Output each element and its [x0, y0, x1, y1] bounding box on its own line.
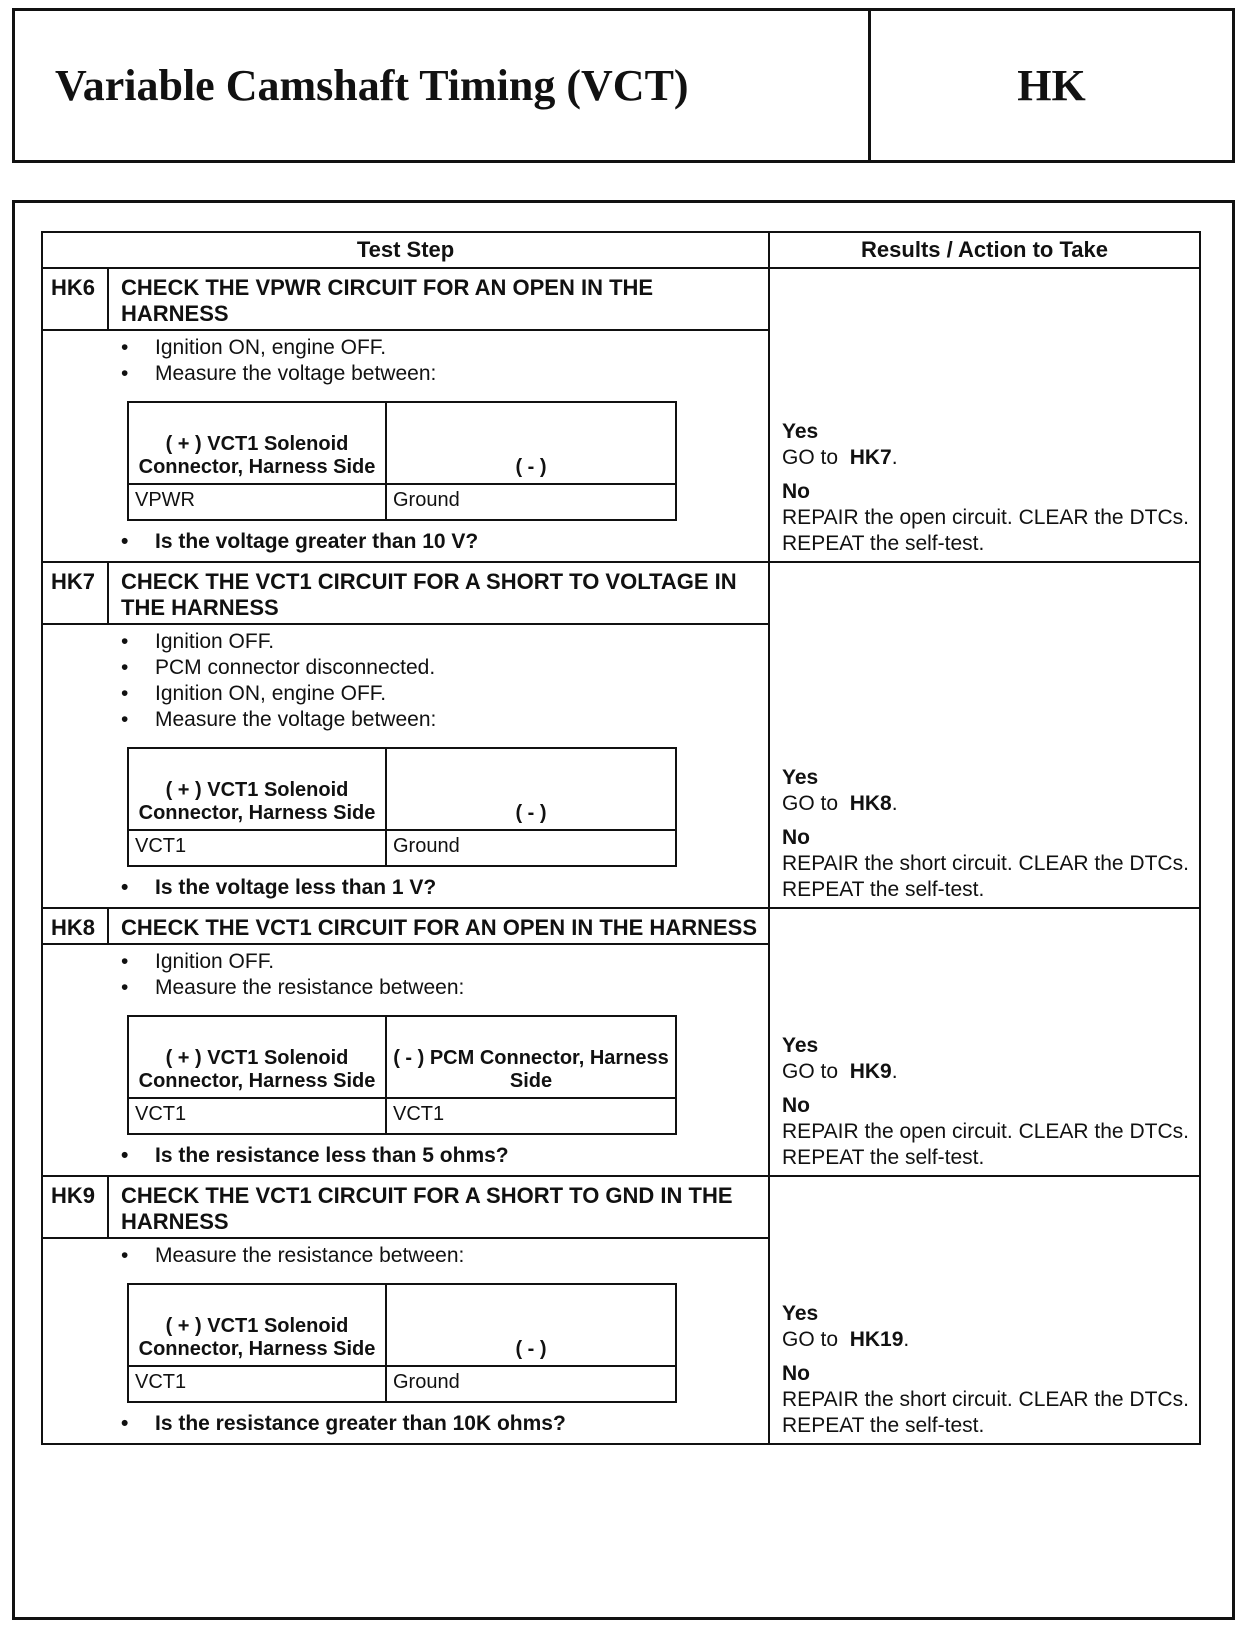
step-bullet: • Ignition ON, engine OFF. [121, 335, 762, 361]
meas-pos-header: ( + ) VCT1 Solenoid Connector, Harness Side [128, 748, 386, 830]
col-header-test-step: Test Step [42, 232, 769, 268]
meas-pos-value: VPWR [128, 484, 386, 520]
result-yes-target: HK8 [849, 792, 892, 815]
step-bullets [121, 1243, 762, 1269]
section-code: HK [1017, 61, 1086, 110]
step-title: CHECK THE VCT1 CIRCUIT FOR AN OPEN IN THE HARNESS [108, 908, 769, 944]
result-yes-action [782, 1327, 1191, 1353]
step-question-list [121, 1143, 762, 1169]
meas-neg-value: Ground [386, 830, 676, 866]
meas-pos-value: VCT1 [128, 1098, 386, 1134]
result-yes-suffix: . [891, 1060, 898, 1083]
result-yes-label: Yes [782, 420, 819, 443]
result-yes-target: HK19 [849, 1328, 904, 1351]
step-number: HK9 [42, 1176, 108, 1238]
step-question-list [121, 529, 762, 555]
step-title-row [42, 908, 1200, 944]
step-number: HK8 [42, 908, 108, 944]
step-title: CHECK THE VCT1 CIRCUIT FOR A SHORT TO GND IN THE HARNESS [108, 1176, 769, 1238]
step-body [42, 624, 769, 908]
result-no-label: No [782, 1362, 811, 1385]
step-bullets [121, 949, 762, 1001]
result-no-label: No [782, 480, 811, 503]
step-bullet: • Ignition OFF. [121, 949, 762, 975]
step-bullet: • PCM connector disconnected. [121, 655, 762, 681]
step-question: • Is the voltage less than 1 V? [121, 875, 762, 901]
step-bullet: • Measure the voltage between: [121, 361, 762, 387]
result-yes-text: GO to [782, 792, 839, 815]
result-yes-action [782, 445, 1191, 471]
step-title-row [42, 268, 1200, 330]
result-yes-label: Yes [782, 1302, 819, 1325]
step-question-list [121, 1411, 762, 1437]
result-no-action: REPAIR the open circuit. CLEAR the DTCs. REPEAT the self-test. [782, 1120, 1189, 1169]
result-yes-suffix: . [903, 1328, 910, 1351]
measurement-table [127, 1015, 677, 1135]
result-yes-action [782, 1059, 1191, 1085]
step-number: HK7 [42, 562, 108, 624]
result-yes-text: GO to [782, 1328, 839, 1351]
page-title: Variable Camshaft Timing (VCT) [15, 11, 871, 160]
step-body [42, 1238, 769, 1444]
content-frame [12, 200, 1235, 1620]
result-no-action: REPAIR the short circuit. CLEAR the DTCs. REPEAT the self-test. [782, 852, 1189, 901]
step-bullet: • Ignition OFF. [121, 629, 762, 655]
step-title: CHECK THE VPWR CIRCUIT FOR AN OPEN IN THE HARNESS [108, 268, 769, 330]
meas-neg-header: ( - ) [386, 402, 676, 484]
step-body [42, 330, 769, 562]
result-yes-text: GO to [782, 1060, 839, 1083]
meas-neg-header: ( - ) PCM Connector, Harness Side [386, 1016, 676, 1098]
measurement-table [127, 401, 677, 521]
step-bullet: • Measure the voltage between: [121, 707, 762, 733]
meas-pos-value: VCT1 [128, 1366, 386, 1402]
meas-pos-header: ( + ) VCT1 Solenoid Connector, Harness Side [128, 1016, 386, 1098]
result-yes-target: HK7 [849, 446, 892, 469]
step-number: HK6 [42, 268, 108, 330]
meas-neg-header: ( - ) [386, 1284, 676, 1366]
result-no-label: No [782, 826, 811, 849]
step-results [769, 562, 1200, 908]
step-results [769, 908, 1200, 1176]
step-question: • Is the resistance less than 5 ohms? [121, 1143, 762, 1169]
meas-neg-value: VCT1 [386, 1098, 676, 1134]
result-no-action: REPAIR the short circuit. CLEAR the DTCs. REPEAT the self-test. [782, 1388, 1189, 1437]
result-yes-label: Yes [782, 766, 819, 789]
step-question-list [121, 875, 762, 901]
step-bullets [121, 335, 762, 387]
page-header [12, 8, 1235, 163]
result-yes-label: Yes [782, 1034, 819, 1057]
step-bullet: • Measure the resistance between: [121, 1243, 762, 1269]
result-yes-target: HK9 [849, 1060, 892, 1083]
step-question: • Is the voltage greater than 10 V? [121, 529, 762, 555]
step-bullet: • Ignition ON, engine OFF. [121, 681, 762, 707]
meas-pos-header: ( + ) VCT1 Solenoid Connector, Harness Side [128, 402, 386, 484]
step-title-row [42, 1176, 1200, 1238]
result-no-action: REPAIR the open circuit. CLEAR the DTCs. REPEAT the self-test. [782, 506, 1189, 555]
step-question: • Is the resistance greater than 10K ohms? [121, 1411, 762, 1437]
meas-neg-value: Ground [386, 484, 676, 520]
result-yes-suffix: . [891, 792, 898, 815]
table-header-row [42, 232, 1200, 268]
result-no-label: No [782, 1094, 811, 1117]
meas-pos-header: ( + ) VCT1 Solenoid Connector, Harness Side [128, 1284, 386, 1366]
step-bullet: • Measure the resistance between: [121, 975, 762, 1001]
step-title: CHECK THE VCT1 CIRCUIT FOR A SHORT TO VOLTAGE IN THE HARNESS [108, 562, 769, 624]
result-yes-suffix: . [891, 446, 898, 469]
meas-pos-value: VCT1 [128, 830, 386, 866]
meas-neg-value: Ground [386, 1366, 676, 1402]
step-results [769, 1176, 1200, 1444]
measurement-table [127, 1283, 677, 1403]
result-yes-text: GO to [782, 446, 839, 469]
step-body [42, 944, 769, 1176]
meas-neg-header: ( - ) [386, 748, 676, 830]
result-yes-action [782, 791, 1191, 817]
col-header-results: Results / Action to Take [769, 232, 1200, 268]
step-results [769, 268, 1200, 562]
step-bullets [121, 629, 762, 733]
measurement-table [127, 747, 677, 867]
diagnostic-table [41, 231, 1201, 1445]
step-title-row [42, 562, 1200, 624]
